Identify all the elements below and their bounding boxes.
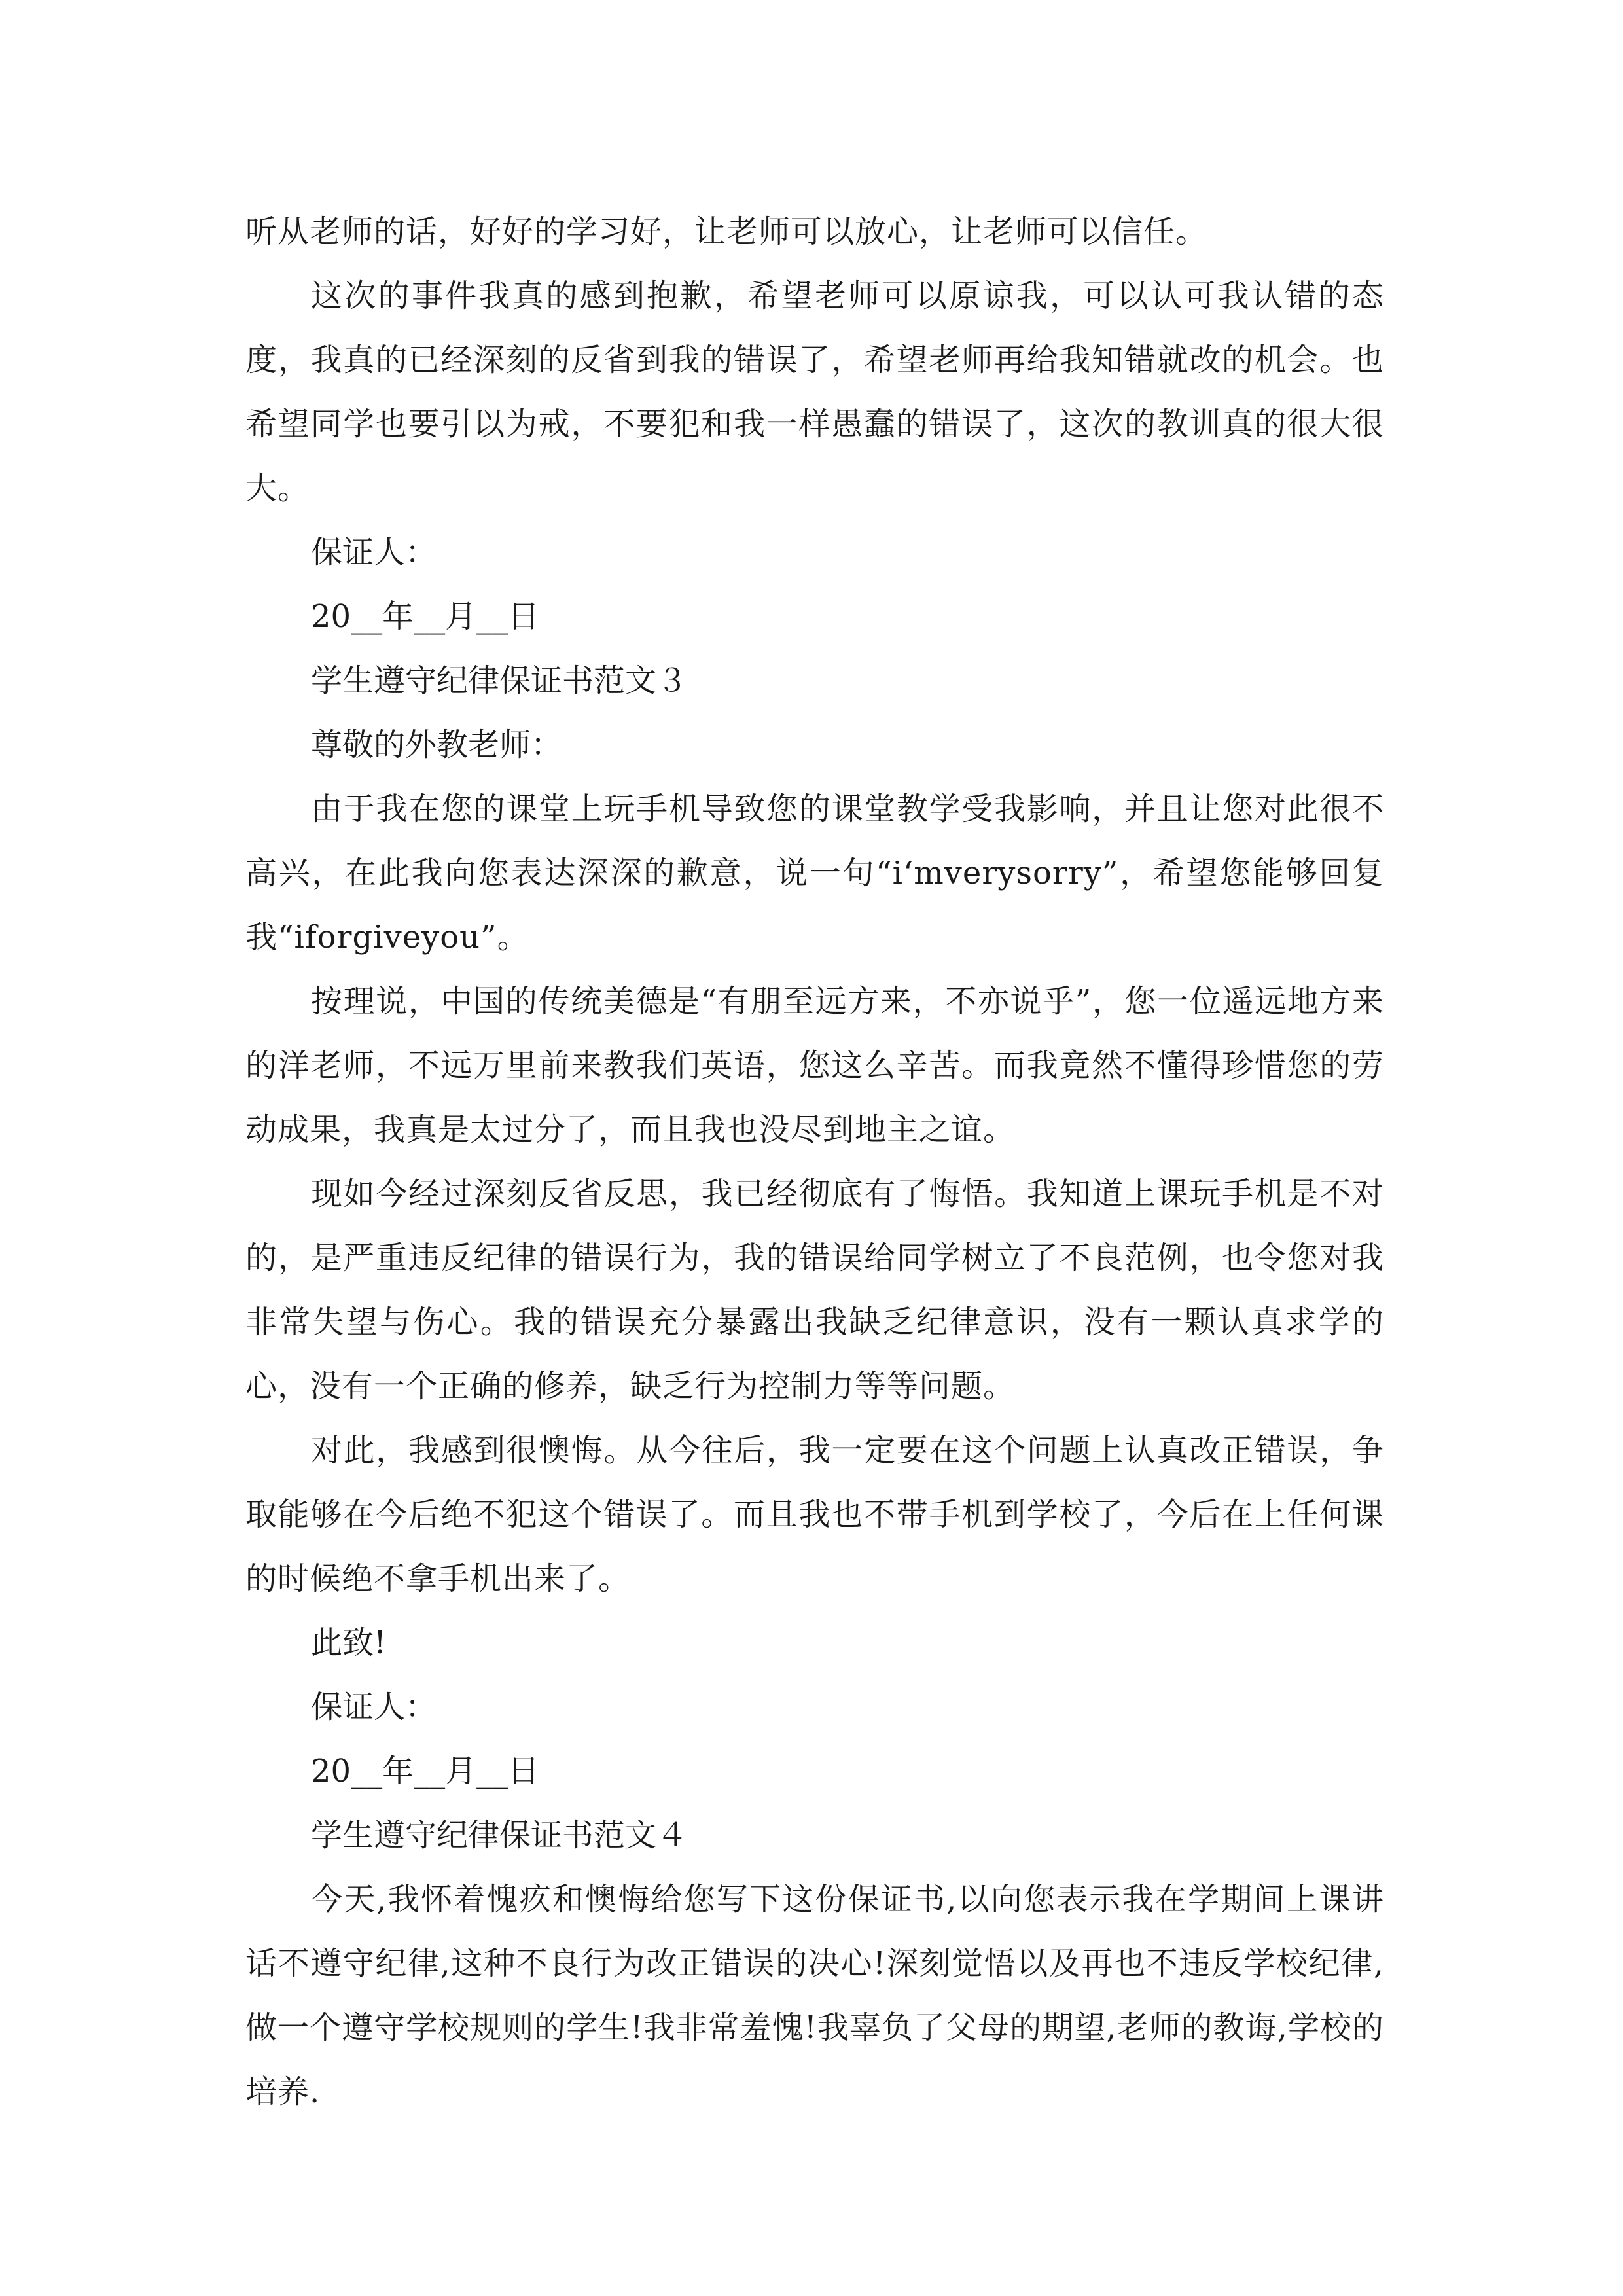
closing: 此致! [311,1624,387,1661]
date-line: 20__年__月__日 [311,598,540,635]
document-page [245,200,1384,2124]
paragraph-reflection: 现如今经过深刻反省反思，我已经彻底有了悔悟。我知道上课玩手机是不对的，是严重违反纪律的错误行为，我的错误给同学树立了不良范例，也令您对我非常失望与伤心。我的错误充分暴露出我缺乏纪律意识，没有一颗认真求学的心，没有一个正确的修养，缺乏行为控制力等等问题。 [245,1175,1384,1405]
paragraph-tradition: 按理说，中国的传统美德是“有朋至远方来，不亦说乎”，您一位遥远地方来的洋老师，不远万里前来教我们英语，您这么辛苦。而我竟然不懂得珍惜您的劳动成果，我真是太过分了，而且我也没尽到地主之谊。 [245,983,1384,1148]
guarantor-label-2: 保证人： [311,1689,437,1725]
paragraph-phone-in-class: 由于我在您的课堂上玩手机导致您的课堂教学受我影响，并且让您对此很不高兴，在此我向您表达深深的歉意，说一句“i‘mverysorry”，希望您能够回复我“iforgiveyou”。 [245,791,1384,956]
paragraph-apology: 这次的事件我真的感到抱歉，希望老师可以原谅我，可以认可我认错的态度，我真的已经深刻的反省到我的错误了，希望老师再给我知错就改的机会。也希望同学也要引以为戒，不要犯和我一样愚蠢的错误了，这次的教训真的很大很大。 [245,278,1384,507]
salutation: 尊敬的外教老师： [311,726,563,763]
date-line-2: 20__年__月__日 [311,1753,540,1789]
guarantor-label: 保证人： [311,534,437,571]
section-heading-3: 学生遵守纪律保证书范文３ [311,662,688,699]
section-heading-4: 学生遵守纪律保证书范文４ [311,1817,688,1854]
paragraph-continuation: 听从老师的话，好好的学习好，让老师可以放心，让老师可以信任。 [245,213,1208,250]
paragraph-regret: 对此，我感到很懊悔。从今往后，我一定要在这个问题上认真改正错误，争取能够在今后绝不犯这个错误了。而且我也不带手机到学校了，今后在上任何课的时候绝不拿手机出来了。 [245,1432,1384,1597]
paragraph-today: 今天,我怀着愧疚和懊悔给您写下这份保证书,以向您表示我在学期间上课讲话不遵守纪律,这种不良行为改正错误的决心!深刻觉悟以及再也不违反学校纪律,做一个遵守学校规则的学生!我非常羞愧!我辜负了父母的期望,老师的教诲,学校的培养. [245,1881,1384,2110]
